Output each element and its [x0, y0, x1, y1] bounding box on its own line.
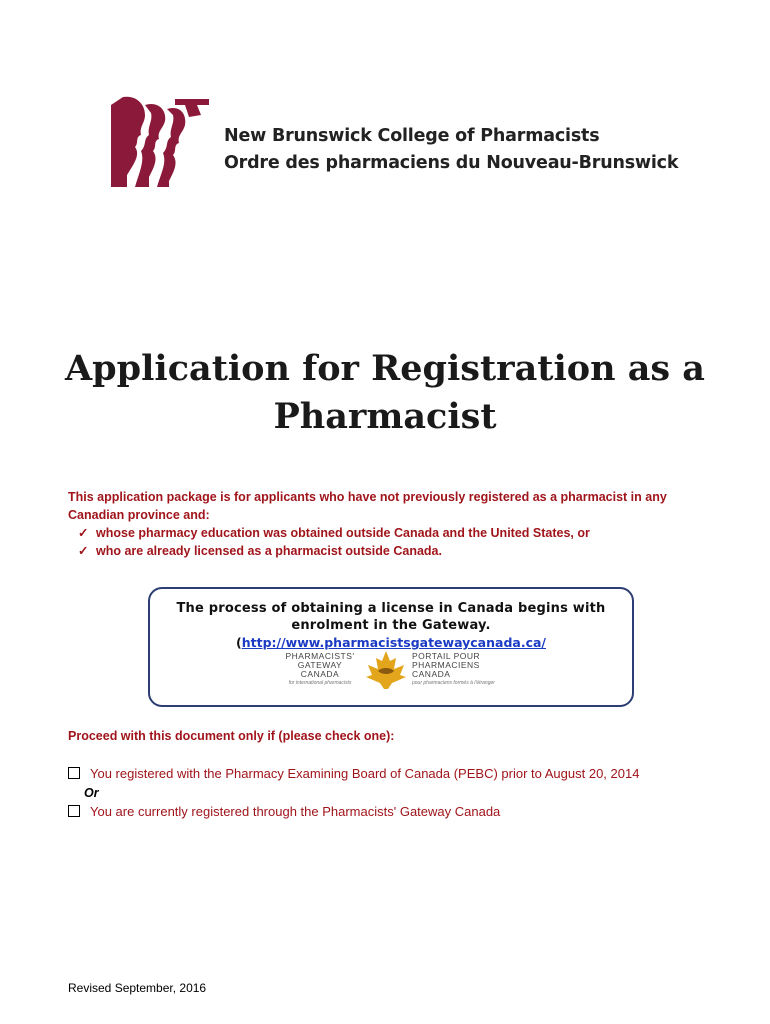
gateway-logo-left-tag: for international pharmacists: [288, 680, 352, 686]
org-name-english: New Brunswick College of Pharmacists: [224, 126, 600, 146]
college-logo: [105, 95, 215, 190]
checkbox-option-gateway[interactable]: [68, 805, 80, 817]
gateway-logo-left-line: PHARMACISTS': [285, 651, 355, 661]
gateway-logo-right: [412, 652, 512, 688]
gateway-logo-right-line: PHARMACIENS: [412, 660, 480, 670]
option-pebc: [68, 766, 639, 781]
intro-bullet: [68, 524, 708, 542]
check-icon: ✓: [78, 526, 89, 540]
intro-section: [68, 488, 708, 560]
gateway-text-line1: The process of obtaining a license in Canada begins with: [176, 601, 606, 616]
page-title: [40, 345, 730, 441]
gateway-text-line2: enrolment in the Gateway.: [291, 618, 491, 633]
revised-date: Revised September, 2016: [68, 981, 207, 995]
page-title-line1: Application for Registration as a: [65, 348, 705, 389]
gateway-logo-left-line: GATEWAY: [297, 660, 343, 670]
proceed-label: Proceed with this document only if (please check one):: [68, 729, 395, 743]
org-name-french: Ordre des pharmaciens du Nouveau-Brunswick: [224, 153, 679, 173]
gateway-logo-left-line: CANADA: [300, 669, 340, 679]
gateway-logo-right-line: CANADA: [412, 669, 451, 679]
gateway-info-box: [148, 587, 634, 707]
checkbox-option-pebc[interactable]: [68, 767, 80, 779]
intro-bullet-text: who are already licensed as a pharmacist outside Canada.: [96, 544, 442, 558]
gateway-logo-left: [280, 652, 360, 688]
option-gateway: [68, 804, 500, 819]
check-icon: ✓: [78, 544, 89, 558]
gateway-logo-right-line: PORTAIL POUR: [412, 651, 481, 661]
gateway-text: [150, 600, 632, 634]
intro-bullet-text: whose pharmacy education was obtained outside Canada and the United States, or: [96, 526, 590, 540]
maple-leaf-icon: [364, 649, 408, 691]
college-logo-icon: [105, 95, 215, 190]
or-separator: Or: [84, 786, 99, 800]
intro-bullet: [68, 542, 708, 560]
gateway-link[interactable]: http://www.pharmacistsgatewaycanada.ca/: [241, 635, 546, 650]
option-gateway-label: You are currently registered through the Pharmacists' Gateway Canada: [90, 804, 501, 819]
gateway-logo: [280, 649, 510, 694]
gateway-logo-right-tag: pour pharmaciens formés à l'étranger: [412, 680, 495, 686]
option-pebc-label: You registered with the Pharmacy Examining Board of Canada (PEBC) prior to August 20, 2014: [90, 766, 640, 781]
gateway-link-paren: (: [236, 635, 242, 650]
intro-text: This application package is for applicants who have not previously registered as a pharmacist in any Canadian province and:: [68, 490, 667, 522]
page-title-line2: Pharmacist: [273, 396, 497, 437]
